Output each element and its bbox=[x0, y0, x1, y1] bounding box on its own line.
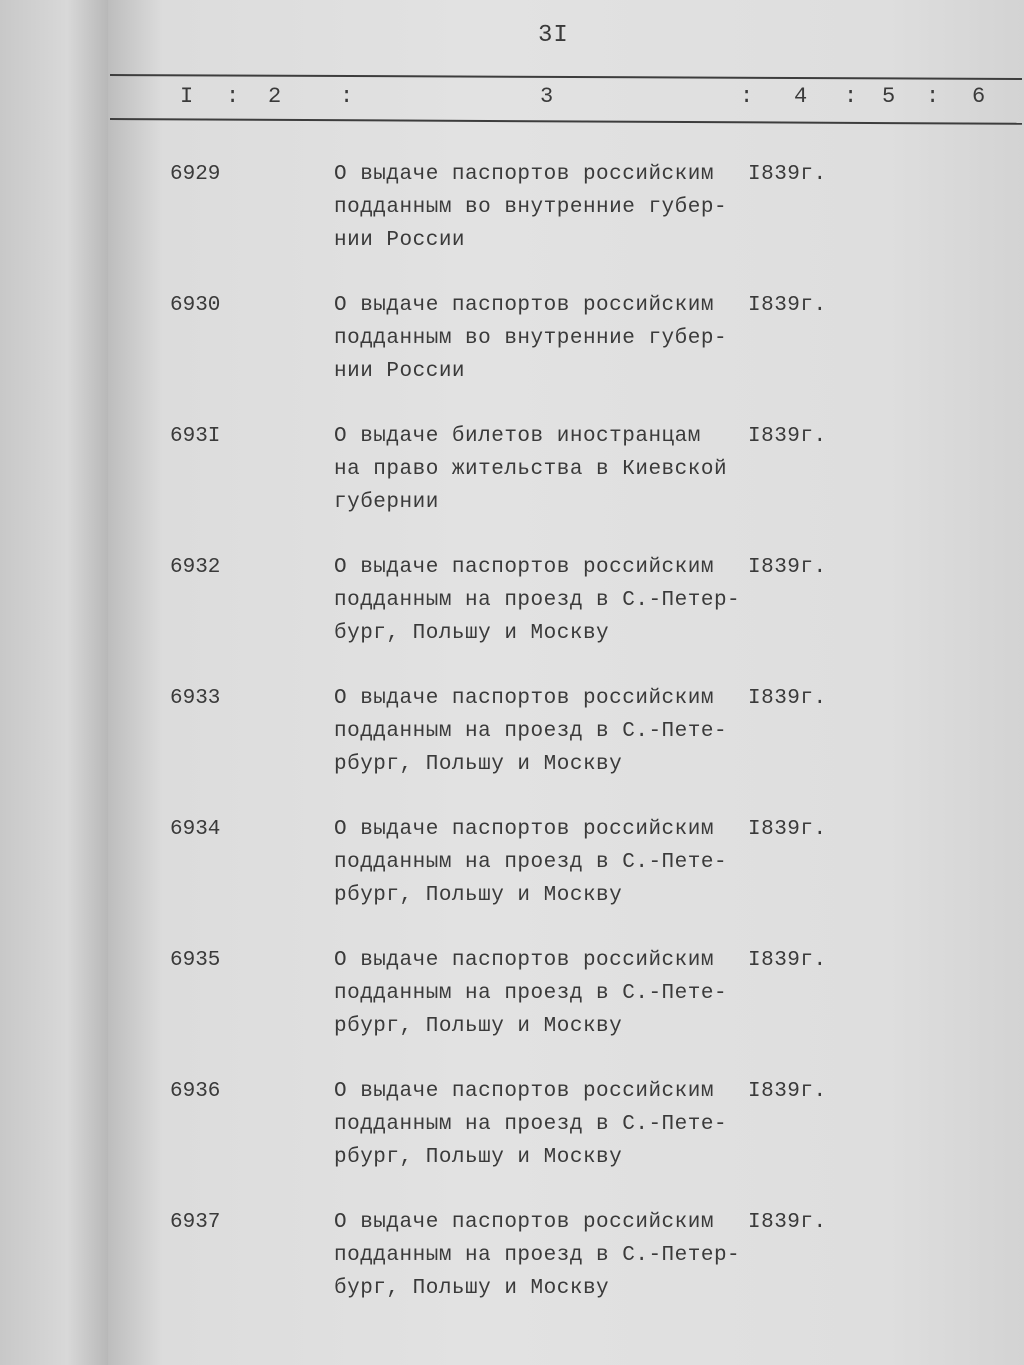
entry-description: О выдаче паспортов российским подданным на проезд в С.-Пете- рбург, Польшу и Москву bbox=[334, 1080, 728, 1169]
list-item bbox=[108, 682, 1024, 802]
entry-number: 6932 bbox=[170, 556, 221, 579]
entry-number: 6929 bbox=[170, 163, 221, 186]
entry-number: 6933 bbox=[170, 687, 221, 710]
entry-year: I839г. bbox=[748, 1211, 827, 1234]
entry-description: О выдаче паспортов российским подданным на проезд в С.-Пете- рбург, Польшу и Москву bbox=[334, 949, 728, 1038]
column-header-row bbox=[108, 84, 1024, 114]
entry-number: 6936 bbox=[170, 1080, 221, 1103]
header-top-rule bbox=[110, 74, 1022, 80]
column-separator: : bbox=[926, 84, 940, 109]
list-item bbox=[108, 289, 1024, 409]
list-item bbox=[108, 1075, 1024, 1195]
column-header-4: 4 bbox=[794, 84, 808, 109]
column-header-1: I bbox=[180, 84, 194, 109]
list-item bbox=[108, 158, 1024, 278]
adjacent-page-edge bbox=[0, 0, 112, 1365]
entry-description: О выдаче билетов иностранцам на право жительства в Киевской губернии bbox=[334, 425, 728, 514]
column-separator: : bbox=[226, 84, 240, 109]
entry-description: О выдаче паспортов российским подданным на проезд в С.-Петер- бург, Польшу и Москву bbox=[334, 1211, 741, 1300]
list-item bbox=[108, 420, 1024, 540]
list-item bbox=[108, 551, 1024, 671]
entry-number: 6930 bbox=[170, 294, 221, 317]
entry-number: 6937 bbox=[170, 1211, 221, 1234]
entry-description: О выдаче паспортов российским подданным во внутренние губер- нии России bbox=[334, 294, 728, 383]
column-header-2: 2 bbox=[268, 84, 282, 109]
entry-year: I839г. bbox=[748, 425, 827, 448]
column-separator: : bbox=[740, 84, 754, 109]
entry-year: I839г. bbox=[748, 949, 827, 972]
page-number: 3I bbox=[538, 22, 569, 49]
entry-year: I839г. bbox=[748, 687, 827, 710]
entry-year: I839г. bbox=[748, 556, 827, 579]
entry-number: 6935 bbox=[170, 949, 221, 972]
entry-description: О выдаче паспортов российским подданным на проезд в С.-Пете- рбург, Польшу и Москву bbox=[334, 687, 728, 776]
entry-number: 693I bbox=[170, 425, 221, 448]
entry-year: I839г. bbox=[748, 1080, 827, 1103]
column-separator: : bbox=[340, 84, 354, 109]
entry-description: О выдаче паспортов российским подданным на проезд в С.-Петер- бург, Польшу и Москву bbox=[334, 556, 741, 645]
column-separator: : bbox=[844, 84, 858, 109]
column-header-5: 5 bbox=[882, 84, 896, 109]
entry-year: I839г. bbox=[748, 294, 827, 317]
list-item bbox=[108, 813, 1024, 933]
list-item bbox=[108, 1206, 1024, 1326]
entry-year: I839г. bbox=[748, 818, 827, 841]
column-header-6: 6 bbox=[972, 84, 986, 109]
entry-description: О выдаче паспортов российским подданным на проезд в С.-Пете- рбург, Польшу и Москву bbox=[334, 818, 728, 907]
entry-year: I839г. bbox=[748, 163, 827, 186]
entry-description: О выдаче паспортов российским подданным во внутренние губер- нии России bbox=[334, 163, 728, 252]
list-item bbox=[108, 944, 1024, 1064]
column-header-3: 3 bbox=[540, 84, 554, 109]
document-page bbox=[108, 0, 1024, 1365]
entry-number: 6934 bbox=[170, 818, 221, 841]
header-bottom-rule bbox=[110, 118, 1022, 125]
